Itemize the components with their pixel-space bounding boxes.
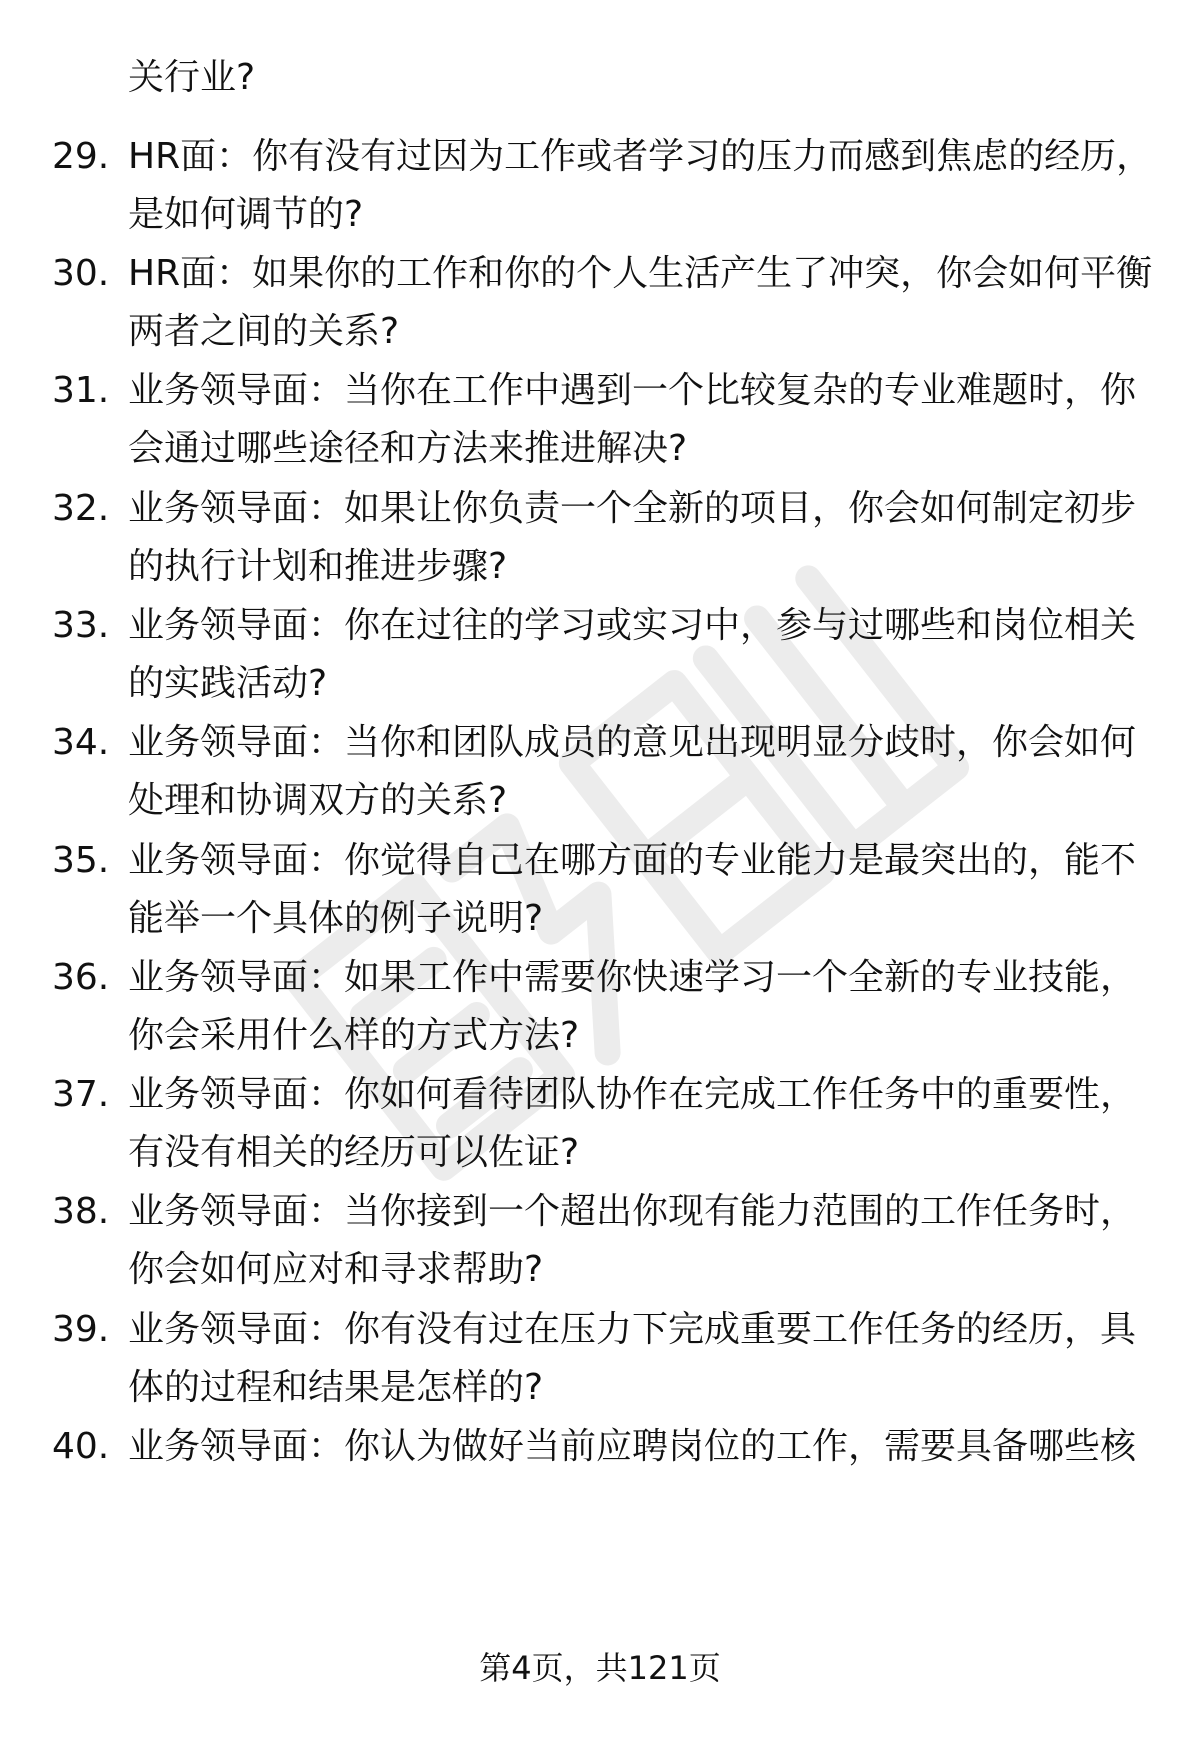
question-number: 40. <box>52 1426 110 1467</box>
question-number: 30. <box>52 253 110 294</box>
question-number: 32. <box>52 488 110 529</box>
question-text-line: 业务领导面：当你在工作中遇到一个比较复杂的专业难题时，你 <box>128 370 1137 411</box>
question-number: 33. <box>52 605 110 646</box>
question-text-line: 业务领导面：你觉得自己在哪方面的专业能力是最突出的，能不 <box>128 840 1137 881</box>
question-text-line: 是如何调节的? <box>128 194 364 235</box>
question-text-line: 你会采用什么样的方式方法? <box>128 1015 580 1056</box>
question-text-line: 业务领导面：你认为做好当前应聘岗位的工作，需要具备哪些核 <box>128 1426 1137 1467</box>
question-text-line: 业务领导面：当你和团队成员的意见出现明显分歧时，你会如何 <box>128 722 1137 763</box>
question-number: 37. <box>52 1074 110 1115</box>
question-text-line: 的实践活动? <box>128 663 328 704</box>
question-text-line: 关行业? <box>128 57 256 98</box>
page-number-footer: 第4页，共121页 <box>479 1649 721 1687</box>
question-text-line: 处理和协调双方的关系? <box>128 780 508 821</box>
question-number: 38. <box>52 1191 110 1232</box>
question-text-line: 两者之间的关系? <box>128 311 400 352</box>
question-text-line: 业务领导面：如果工作中需要你快速学习一个全新的专业技能， <box>128 957 1137 998</box>
question-text-line: 业务领导面：你如何看待团队协作在完成工作任务中的重要性， <box>128 1074 1137 1115</box>
question-text-line: HR面：如果你的工作和你的个人生活产生了冲突，你会如何平衡 <box>128 253 1153 294</box>
question-text-line: 有没有相关的经历可以佐证? <box>128 1132 580 1173</box>
question-text-line: 业务领导面：如果让你负责一个全新的项目，你会如何制定初步 <box>128 488 1137 529</box>
question-text-line: 业务领导面：你在过往的学习或实习中，参与过哪些和岗位相关 <box>128 605 1137 646</box>
question-number: 35. <box>52 840 110 881</box>
question-number: 34. <box>52 722 110 763</box>
question-text-line: 会通过哪些途径和方法来推进解决? <box>128 428 688 469</box>
question-text-line: 的执行计划和推进步骤? <box>128 546 508 587</box>
question-number: 29. <box>52 136 110 177</box>
question-number: 31. <box>52 370 110 411</box>
question-text-line: 业务领导面：你有没有过在压力下完成重要工作任务的经历，具 <box>128 1309 1137 1350</box>
question-number: 36. <box>52 957 110 998</box>
question-text-line: 体的过程和结果是怎样的? <box>128 1367 544 1408</box>
question-text-line: 业务领导面：当你接到一个超出你现有能力范围的工作任务时， <box>128 1191 1137 1232</box>
question-text-line: HR面：你有没有过因为工作或者学习的压力而感到焦虑的经历， <box>128 136 1153 177</box>
question-number: 39. <box>52 1309 110 1350</box>
question-text-line: 能举一个具体的例子说明? <box>128 898 544 939</box>
question-text-line: 你会如何应对和寻求帮助? <box>128 1249 544 1290</box>
